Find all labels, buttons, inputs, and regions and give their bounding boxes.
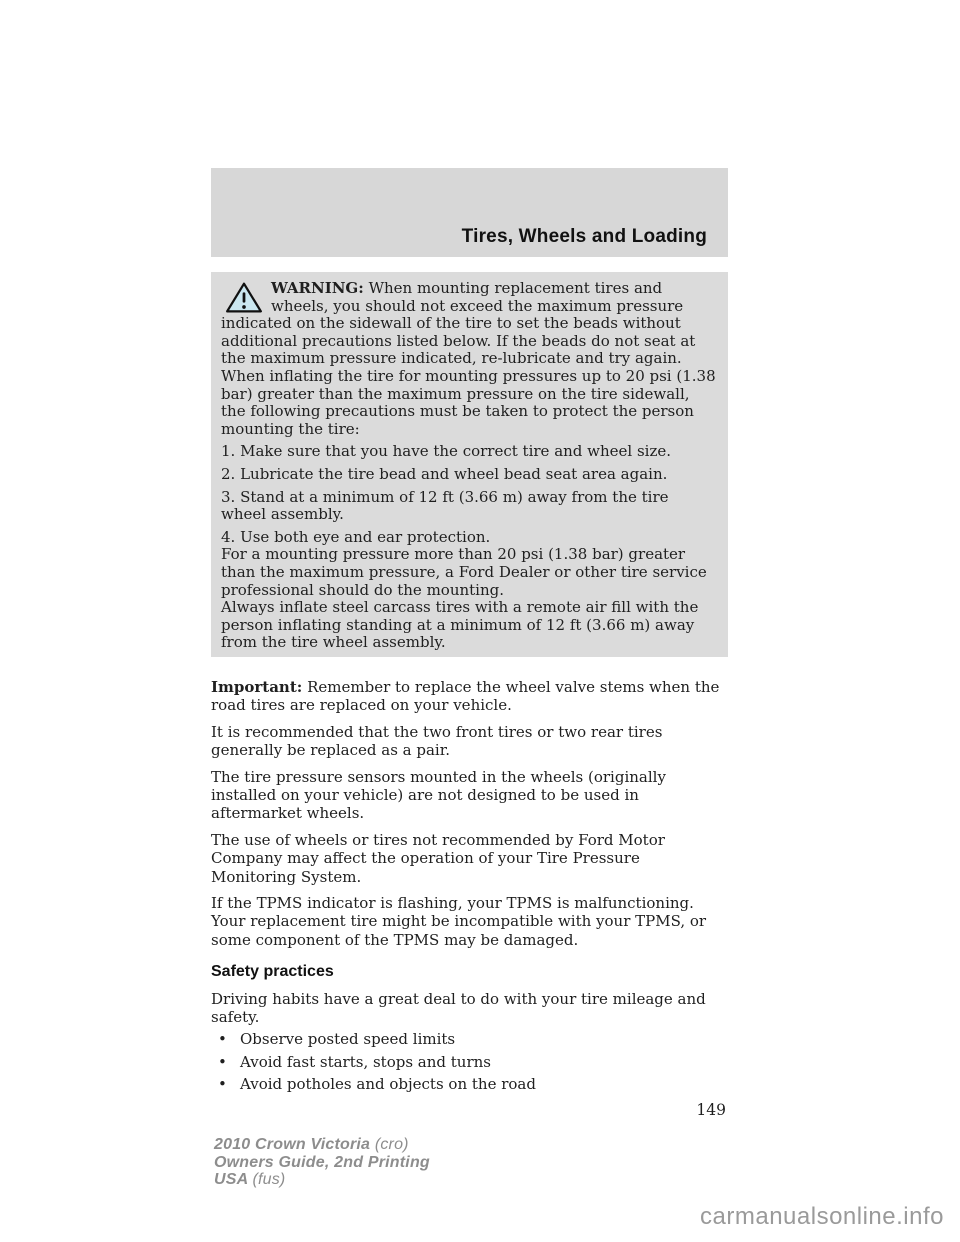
warning-box: [211, 272, 728, 657]
footer-model: 2010 Crown Victoria: [214, 1136, 371, 1153]
warning-intro-text: When mounting replacement tires and wheels, you should not exceed the maximum pressure indicated on the sidewall of the tire to set the beads without additional precautions listed below. If the beads do not seat at the maximum pressure indicated, re-lubricate and try again.: [221, 279, 696, 368]
page-number: 149: [696, 1100, 726, 1119]
footer-line-2: [214, 1154, 430, 1172]
bullet-item: [211, 1030, 728, 1048]
safety-intro-paragraph: Driving habits have a great deal to do with your tire mileage and safety.: [211, 989, 706, 1026]
body-text: [211, 678, 728, 1119]
chapter-title: Tires, Wheels and Loading: [461, 226, 707, 247]
footer-guide: Owners Guide, 2nd Printing: [214, 1153, 430, 1171]
warning-label: WARNING:: [271, 279, 364, 297]
chapter-header-bar: [211, 168, 728, 257]
paragraph-replaced-pair: It is recommended that the two front tires or two rear tires generally be replaced as a pair.: [211, 722, 663, 760]
bullet-icon: •: [218, 1052, 227, 1071]
bullet-icon: •: [218, 1030, 227, 1049]
warning-step-3: 3. Stand at a minimum of 12 ft (3.66 m) away from the tire wheel assembly.: [221, 487, 669, 524]
warning-followup-1: For a mounting pressure more than 20 psi (1.38 bar) greater than the maximum pressure, a Ford Dealer or other tire service professional should do the mounting.: [221, 545, 707, 599]
warning-step-1: 1. Make sure that you have the correct tire and wheel size.: [221, 442, 672, 461]
paragraph-wheels-not-recommended: The use of wheels or tires not recommended by Ford Motor Company may affect the operation of your Tire Pressure Monitoring System.: [211, 830, 665, 886]
important-label: Important:: [211, 677, 303, 696]
footer-country: USA: [214, 1171, 248, 1188]
warning-followup-2: Always inflate steel carcass tires with a remote air fill with the person inflating standing at a minimum of 12 ft (3.66 m) away from the tire wheel assembly.: [221, 598, 699, 652]
bullet-text-fast-starts: Avoid fast starts, stops and turns: [240, 1052, 492, 1071]
bullet-icon: •: [218, 1075, 227, 1094]
content-column: [211, 168, 728, 1119]
important-text: Remember to replace the wheel valve stems when the road tires are replaced on your vehicle.: [211, 677, 720, 715]
important-paragraph: [211, 678, 728, 715]
warning-inflating-paragraph: When inflating the tire for mounting pressures up to 20 psi (1.38 bar) greater than the maximum pressure on the tire sidewall, the following precautions must be taken to protect the person mounting the tire:: [221, 366, 716, 438]
footer-line-1: [214, 1136, 430, 1154]
footer-code-fus: (fus): [252, 1171, 286, 1188]
watermark-text: carmanualsonline.info: [700, 1203, 944, 1230]
paragraph-tire-sensors: The tire pressure sensors mounted in the wheels (originally installed on your vehicle) are not designed to be used in aftermarket wheels.: [211, 767, 666, 823]
safety-practices-heading: Safety practices: [211, 963, 334, 981]
footer-line-3: [214, 1171, 430, 1189]
warning-intro-paragraph: [221, 280, 716, 368]
bullet-text-potholes: Avoid potholes and objects on the road: [240, 1075, 536, 1094]
print-footer: [214, 1136, 430, 1189]
bullet-item: [211, 1053, 728, 1071]
warning-triangle-icon: [225, 281, 263, 314]
paragraph-tpms-flashing: If the TPMS indicator is flashing, your TPMS is malfunctioning. Your replacement tire might be incompatible with your TPMS, or some component of the TPMS may be damaged.: [211, 893, 707, 949]
warning-step-2: 2. Lubricate the tire bead and wheel bead seat area again.: [221, 464, 668, 483]
bullet-text-speed-limits: Observe posted speed limits: [240, 1030, 456, 1049]
footer-code-cro: (cro): [374, 1136, 409, 1153]
warning-step-4: 4. Use both eye and ear protection.: [221, 527, 491, 546]
bullet-item: [211, 1075, 728, 1093]
